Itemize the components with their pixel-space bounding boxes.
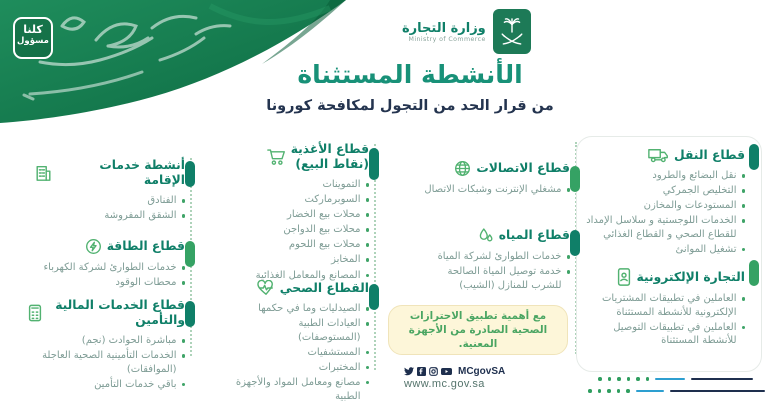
- website-url[interactable]: www.mc.gov.sa: [404, 378, 485, 390]
- section-pill: [570, 166, 580, 192]
- list-item: مصانع ومعامل المواد والأجهزة الطبية: [233, 376, 369, 401]
- section-pill: [185, 301, 195, 327]
- section-accommodation: [35, 158, 185, 224]
- section-header-food: [250, 142, 369, 172]
- bullet-dot: [366, 322, 370, 326]
- section-header-energy: [35, 238, 185, 255]
- section-food: [250, 142, 369, 284]
- list-item: الشقق المفروشة: [35, 209, 185, 223]
- bullet-dot: [182, 199, 186, 203]
- bullet-dot: [742, 248, 746, 252]
- section-header-accommodation: [35, 158, 185, 188]
- list-item: المستشفيات: [233, 346, 369, 360]
- section-pill: [369, 284, 379, 310]
- bullet-dot: [742, 204, 746, 208]
- bullet-dot: [182, 266, 186, 270]
- section-title: قطاع الطاقة: [106, 239, 185, 253]
- section-pill: [749, 260, 759, 286]
- section-energy: [35, 238, 185, 291]
- page-title: الأنشطة المستثناة: [297, 60, 523, 89]
- list-item: المصانع والمعامل الغذائية: [250, 269, 369, 283]
- list-item: المستودعات والمخازن: [585, 199, 745, 213]
- badge-line2: مسؤول: [17, 35, 49, 46]
- section-title: قطاع الاتصالات: [476, 161, 570, 175]
- section-water: [420, 226, 570, 294]
- bullet-dot: [366, 198, 370, 202]
- bullet-dot: [366, 258, 370, 262]
- globe-icon: [454, 160, 471, 177]
- list-item: المخابز: [250, 253, 369, 267]
- building-icon: [35, 164, 52, 182]
- ministry-name-en: Ministry of Commerce: [408, 35, 486, 43]
- list-item: الصيدليات وما في حكمها: [233, 302, 369, 316]
- bullet-dot: [182, 383, 186, 387]
- list-item: محلات بيع الخضار: [250, 208, 369, 222]
- section-telecom: [420, 160, 570, 198]
- list-item: محطات الوقود: [35, 276, 185, 290]
- list-item: محلات بيع الدواجن: [250, 223, 369, 237]
- footer: [404, 366, 505, 390]
- section-title: القطاع الصحي: [279, 280, 369, 295]
- bullet-dot: [366, 243, 370, 247]
- footer-decoration: [598, 377, 753, 381]
- list-item: خدمة توصيل المياة الصالحة للشرب للمنازل (الشيب): [420, 265, 570, 292]
- bullet-dot: [366, 228, 370, 232]
- page-header: [255, 60, 565, 114]
- kulluna-masool-badge: [13, 17, 53, 59]
- ministry-logo: [402, 9, 531, 54]
- section-pill: [185, 161, 195, 187]
- section-finance: [27, 298, 185, 393]
- section-title: أنشطة خدمات الإقامة: [99, 158, 185, 187]
- bullet-dot: [182, 339, 186, 343]
- list-item: باقي خدمات التأمين: [27, 378, 185, 392]
- list-item: العيادات الطبية (المستوصفات): [233, 317, 369, 344]
- list-item: السوبرماركت: [250, 193, 369, 207]
- footer-decoration: [588, 389, 765, 393]
- section-pill: [369, 148, 379, 180]
- list-item: محلات بيع اللحوم: [250, 238, 369, 252]
- section-pill: [570, 230, 580, 256]
- section-health: [233, 280, 369, 401]
- bullet-dot: [567, 270, 571, 274]
- ministry-name-ar: وزارة التجارة: [402, 20, 486, 36]
- section-title: قطاع المياه: [498, 227, 570, 242]
- truck-icon: [648, 147, 669, 163]
- section-header-health: [233, 280, 369, 296]
- bullet-dot: [742, 174, 746, 178]
- section-header-water: [420, 226, 570, 244]
- bullet-dot: [182, 281, 186, 285]
- bullet-dot: [742, 297, 746, 301]
- list-item: مباشرة الحوادث (نجم): [27, 334, 185, 348]
- water-drop-icon: [477, 226, 494, 244]
- list-item: مشغلي الإنترنت وشبكات الاتصال: [420, 183, 570, 197]
- bullet-dot: [182, 214, 186, 218]
- list-item: التموينات: [250, 178, 369, 192]
- instagram-icon[interactable]: [429, 367, 438, 376]
- list-item: خدمات الطوارئ لشركة المياة: [420, 250, 570, 264]
- list-item: الخدمات اللوجستية و سلاسل الإمداد للقطاع الصحي و القطاع الغذائي: [585, 214, 745, 241]
- section-header-finance: [27, 298, 185, 328]
- social-handle[interactable]: MCgovSA: [458, 366, 506, 377]
- youtube-icon[interactable]: [441, 367, 452, 376]
- list-item: الخدمات التأمينية الصحية العاجلة (الموافقات): [27, 349, 185, 376]
- mobile-commerce-icon: [616, 268, 632, 286]
- bullet-dot: [366, 213, 370, 217]
- bullet-dot: [366, 307, 370, 311]
- health-precautions-note: مع أهمية تطبيق الاحترازات الصحية الصادرة من الأجهزة المعنية.: [388, 305, 568, 355]
- section-header-transport: [585, 147, 745, 163]
- bullet-dot: [366, 274, 370, 278]
- section-header-ecommerce: [585, 268, 745, 286]
- section-title: التجارة الإلكترونية: [636, 269, 745, 284]
- section-title: قطاع الخدمات المالية والتأمين: [55, 298, 185, 327]
- saudi-emblem-icon: [493, 9, 531, 54]
- bullet-dot: [742, 326, 746, 330]
- page-subtitle: من قرار الحد من التجول لمكافحة كورونا: [266, 98, 554, 114]
- bullet-dot: [366, 183, 370, 187]
- list-item: الفنادق: [35, 194, 185, 208]
- section-pill: [185, 241, 195, 267]
- bullet-dot: [366, 381, 370, 385]
- list-item: العاملين في تطبيقات المشتريات الإلكترونية للأنشطة المستثناة: [585, 292, 745, 319]
- section-header-telecom: [420, 160, 570, 177]
- bullet-dot: [567, 255, 571, 259]
- calculator-icon: [27, 304, 43, 322]
- bolt-icon: [85, 238, 102, 255]
- list-item: المختبرات: [233, 361, 369, 375]
- heart-pulse-icon: [257, 280, 275, 296]
- facebook-icon[interactable]: [417, 367, 426, 376]
- list-item: نقل البضائع والطرود: [585, 169, 745, 183]
- bullet-dot: [366, 366, 370, 370]
- section-title: قطاع النقل: [673, 147, 745, 162]
- bullet-dot: [742, 189, 746, 193]
- badge-line1: كلنا: [23, 23, 43, 36]
- transport-ecommerce-panel: [576, 136, 762, 372]
- section-pill: [749, 144, 759, 170]
- list-item: التخليص الجمركي: [585, 184, 745, 198]
- cart-icon: [267, 148, 286, 166]
- list-item: العاملين في تطبيقات التوصيل للأنشطة المستثناة: [585, 321, 745, 348]
- list-item: تشغيل الموانئ: [585, 243, 745, 257]
- bullet-dot: [742, 219, 746, 223]
- bullet-dot: [366, 351, 370, 355]
- section-title: قطاع الأغذية (نقاط البيع): [290, 142, 369, 171]
- section-title-line2: (نقاط البيع): [295, 157, 369, 171]
- list-item: خدمات الطوارئ لشركة الكهرباء: [35, 261, 185, 275]
- twitter-icon[interactable]: [404, 367, 414, 376]
- bullet-dot: [182, 354, 186, 358]
